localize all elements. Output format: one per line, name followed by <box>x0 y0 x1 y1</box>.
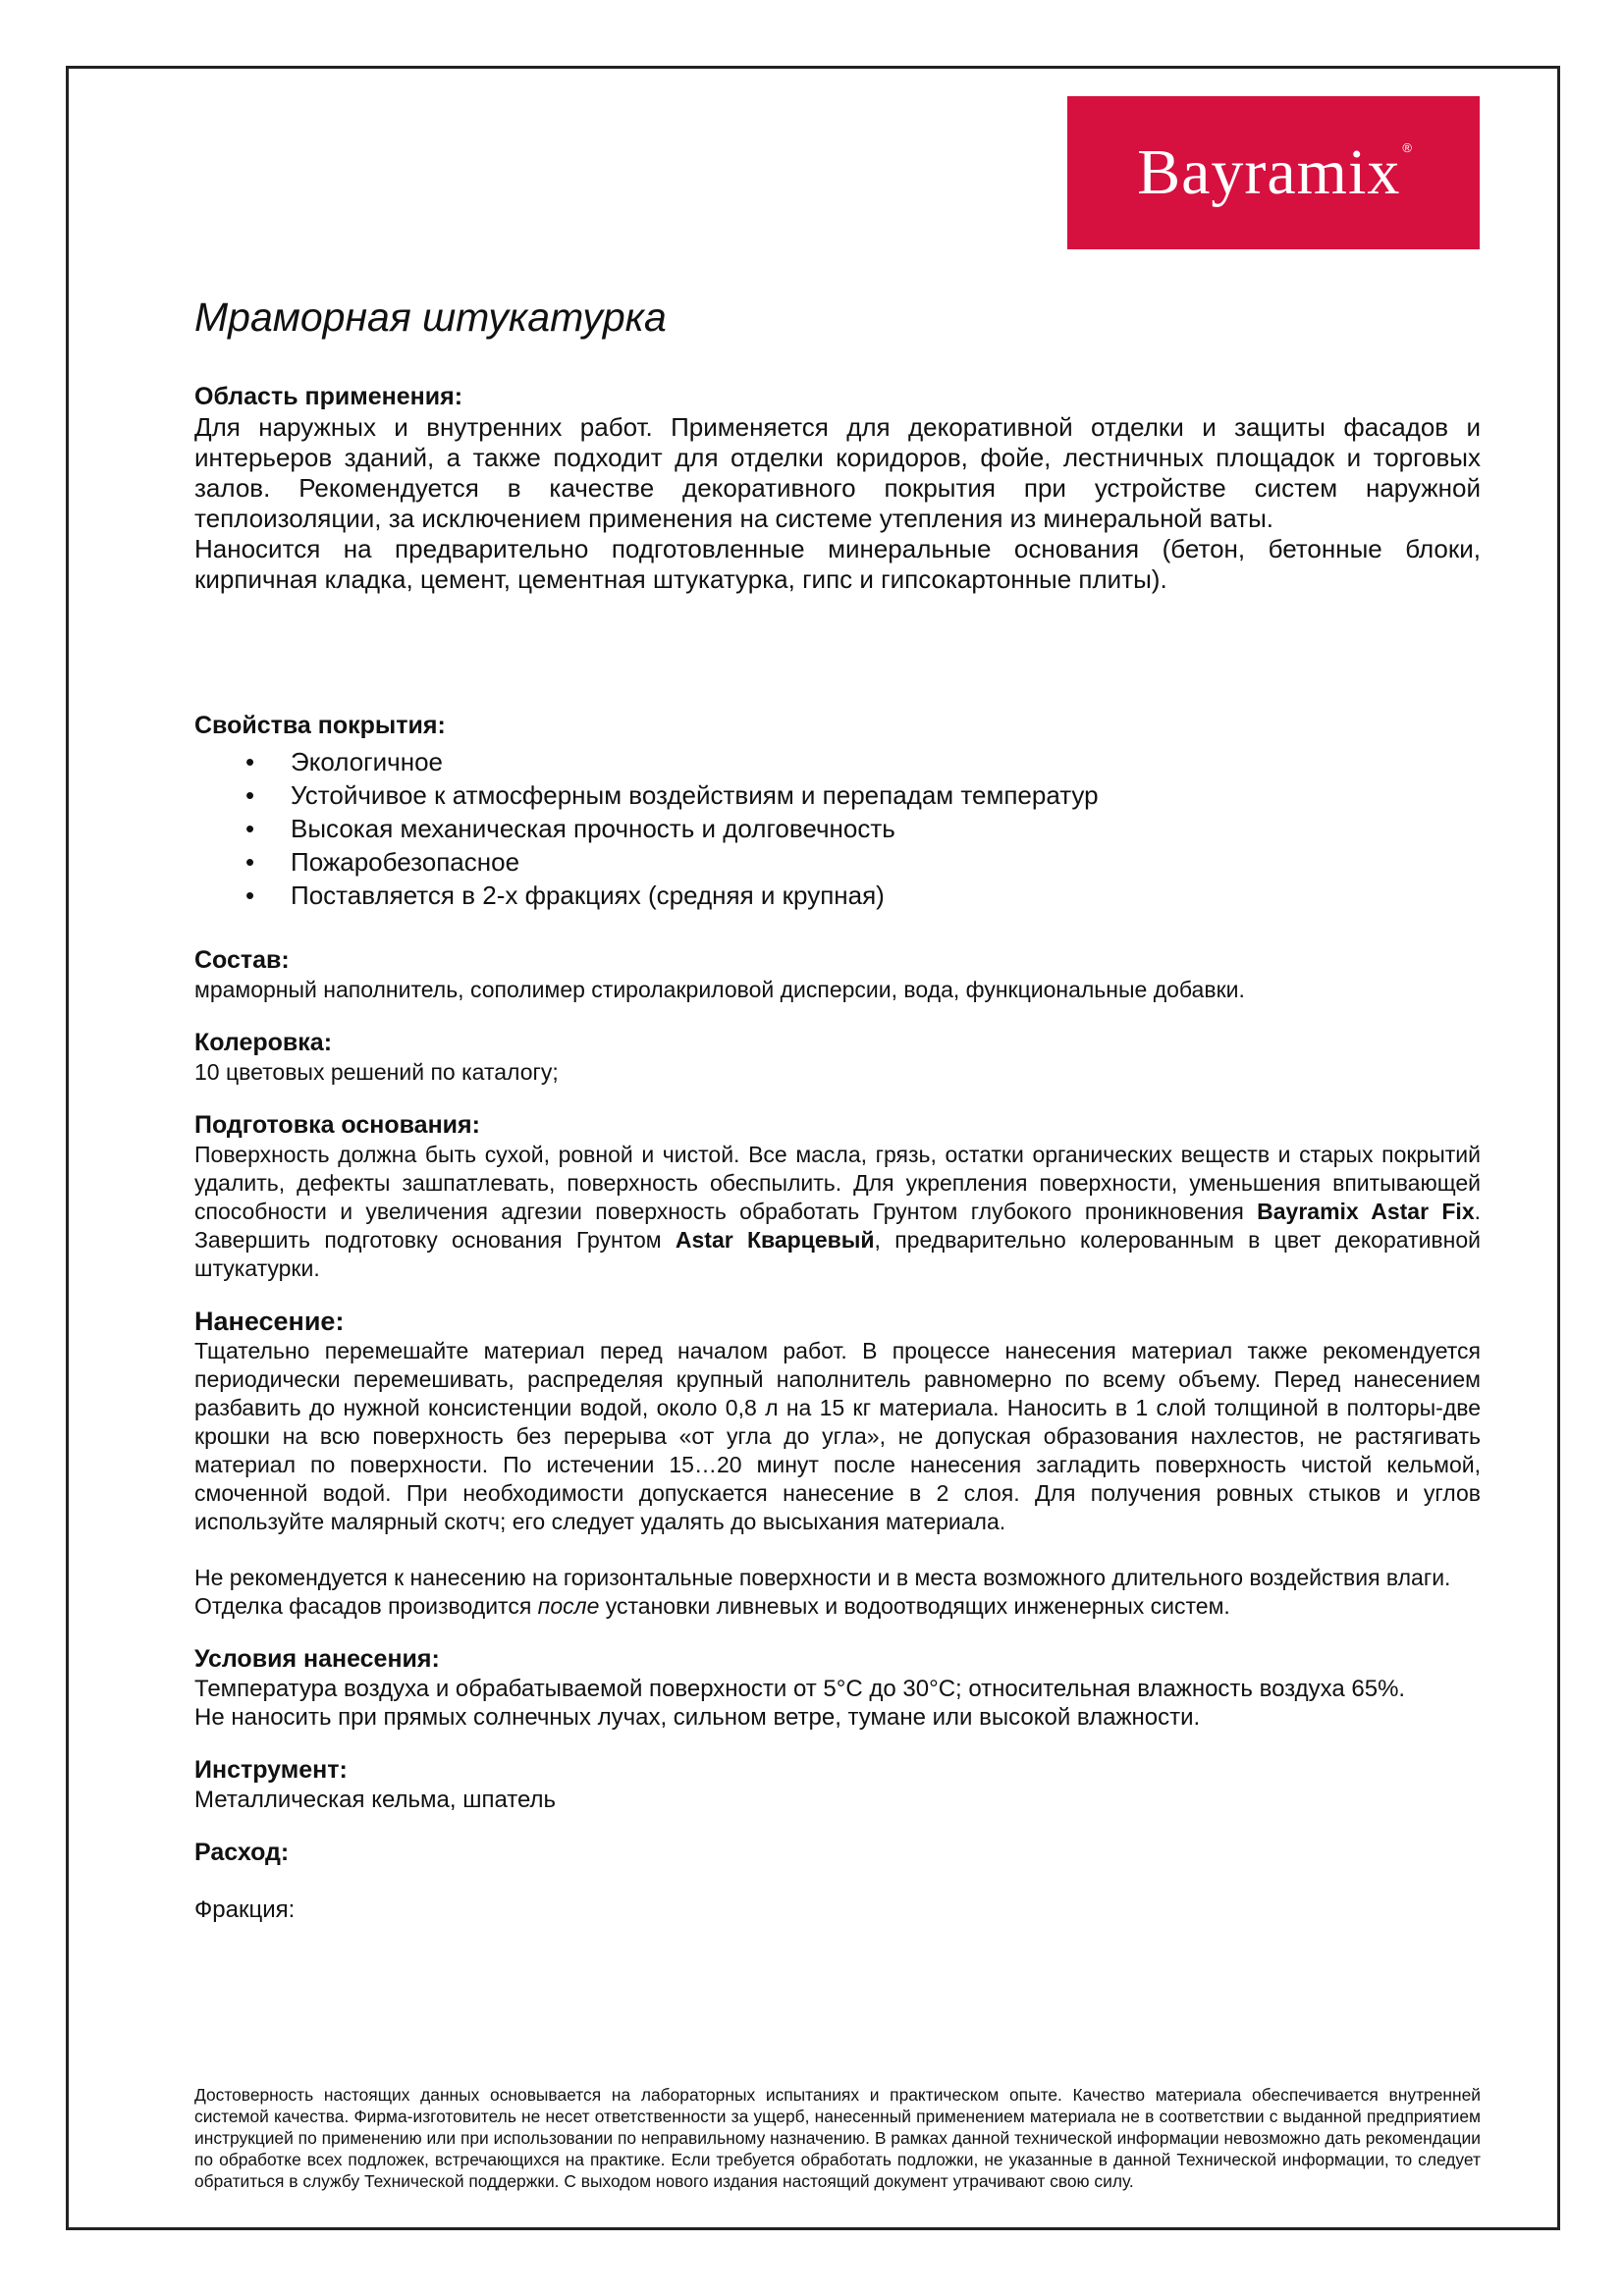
registered-mark: ® <box>1402 139 1412 155</box>
section-heading: Область применения: <box>194 383 463 410</box>
page-title: Мраморная штукатурка <box>194 294 667 340</box>
section-preparation <box>194 1110 1481 1283</box>
paragraph: Не рекомендуется к нанесению на горизонтальные поверхности и в места возможного длительного воздействия влаги. <box>194 1565 1451 1590</box>
section-application-method <box>194 1307 1481 1621</box>
paragraph: Поверхность должна быть сухой, ровной и чистой. Все масла, грязь, остатки органических веществ и старых покрытий удалить, дефекты зашпатлевать, поверхность обеспылить. Для укрепления поверхности, уменьшения впитывающей способности и увеличения адгезии поверхность обработать Грунтом глубокого проникновения Bayramix Astar Fix. Завершить подготовку основания Грунтом Astar Кварцевый, предварительно колерованным в цвет декоративной штукатурки. <box>194 1142 1482 1281</box>
section-heading: Состав: <box>194 946 290 974</box>
section-heading: Подготовка основания: <box>194 1111 480 1139</box>
list-item: • Высокая механическая прочность и долговечность <box>245 814 895 843</box>
list-item: • Пожаробезопасное <box>245 847 520 877</box>
list-item: • Устойчивое к атмосферным воздействиям и перепадам температур <box>245 780 1099 810</box>
brand-logo <box>1067 96 1480 249</box>
section-heading: Нанесение: <box>194 1307 345 1336</box>
logo-wordmark: Bayramix <box>1137 136 1401 208</box>
paragraph: Фракция: <box>194 1896 296 1923</box>
paragraph: Наносится на предварительно подготовленные минеральные основания (бетон, бетонные блоки, кирпичная кладка, цемент, цементная штукатурка, гипс и гипсокартонные плиты). <box>194 534 1481 594</box>
section-composition <box>194 945 1481 1004</box>
paragraph: Металлическая кельма, шпатель <box>194 1787 557 1813</box>
list-item: • Экологичное <box>245 747 443 776</box>
disclaimer-footer: Достоверность настоящих данных основывается на лабораторных испытаниях и практическом опыте. Качество материала обеспечивается внутренней системой качества. Фирма-изготовитель не несет ответственности за ущерб, нанесенный применением материала не в соответствии с выданной предприятием инструкцией по применению или при использовании по неправильному назначению. В рамках данной технической информации невозможно дать рекомендации по обработке всех подложек, встречающихся на практике. Если требуется обработать подложки, не указанные в данной Технической информации, то следует обратиться в службу Технической поддержки. С выходом нового издания настоящий документ утрачивают свою силу. <box>194 2085 1481 2191</box>
paragraph: Отделка фасадов производится после установки ливневых и водоотводящих инженерных систем. <box>194 1593 1230 1619</box>
section-consumption <box>194 1838 1481 1924</box>
section-heading: Свойства покрытия: <box>194 712 446 739</box>
section-heading: Расход: <box>194 1839 290 1866</box>
bullet-icon: • <box>245 814 255 843</box>
paragraph: Температура воздуха и обрабатываемой поверхности от 5°С до 30°С; относительная влажность воздуха 65%. <box>194 1676 1406 1702</box>
section-properties <box>194 711 1481 912</box>
product-name: Astar Кварцевый <box>675 1227 875 1253</box>
section-heading: Инструмент: <box>194 1756 348 1784</box>
list-item: • Поставляется в 2-х фракциях (средняя и крупная) <box>245 881 885 910</box>
section-heading: Условия нанесения: <box>194 1645 440 1673</box>
bullet-icon: • <box>245 881 255 910</box>
properties-list <box>194 745 1481 912</box>
bullet-icon: • <box>245 780 255 810</box>
section-conditions <box>194 1644 1481 1732</box>
section-tool <box>194 1755 1481 1814</box>
paragraph: 10 цветовых решений по каталогу; <box>194 1059 559 1085</box>
paragraph: Не наносить при прямых солнечных лучах, сильном ветре, тумане или высокой влажности. <box>194 1704 1201 1731</box>
document-body <box>194 294 1481 1924</box>
paragraph: мраморный наполнитель, сополимер стиролакриловой дисперсии, вода, функциональные добавки. <box>194 977 1245 1002</box>
product-name: Bayramix Astar Fix <box>1257 1199 1475 1224</box>
paragraph: Тщательно перемешайте материал перед началом работ. В процессе нанесения материал также рекомендуется периодически перемешивать, распределяя крупный наполнитель равномерно по всему объему. Перед нанесением разбавить до нужной консистенции водой, около 0,8 л на 15 кг материала. Наносить в 1 слой толщиной в полторы-две крошки на всю поверхность без перерыва «от угла до угла», не допуская образования нахлестов, не растягивать материал по поверхности. По истечении 15…20 минут после нанесения загладить поверхность чистой кельмой, смоченной водой. При необходимости допускается нанесение в 2 слоя. Для получения ровных стыков и углов используйте малярный скотч; его следует удалять до высыхания материала. <box>194 1338 1481 1534</box>
section-heading: Колеровка: <box>194 1029 333 1056</box>
section-application <box>194 382 1481 595</box>
bullet-icon: • <box>245 847 255 877</box>
bullet-icon: • <box>245 747 255 776</box>
section-tinting <box>194 1028 1481 1087</box>
paragraph: Для наружных и внутренних работ. Применяется для декоративной отделки и защиты фасадов и интерьеров зданий, а также подходит для отделки коридоров, фойе, лестничных площадок и торговых залов. Рекомендуется в качестве декоративного покрытия при устройстве систем наружной теплоизоляции, за исключением применения на системе утепления из минеральной ваты. <box>194 412 1481 533</box>
